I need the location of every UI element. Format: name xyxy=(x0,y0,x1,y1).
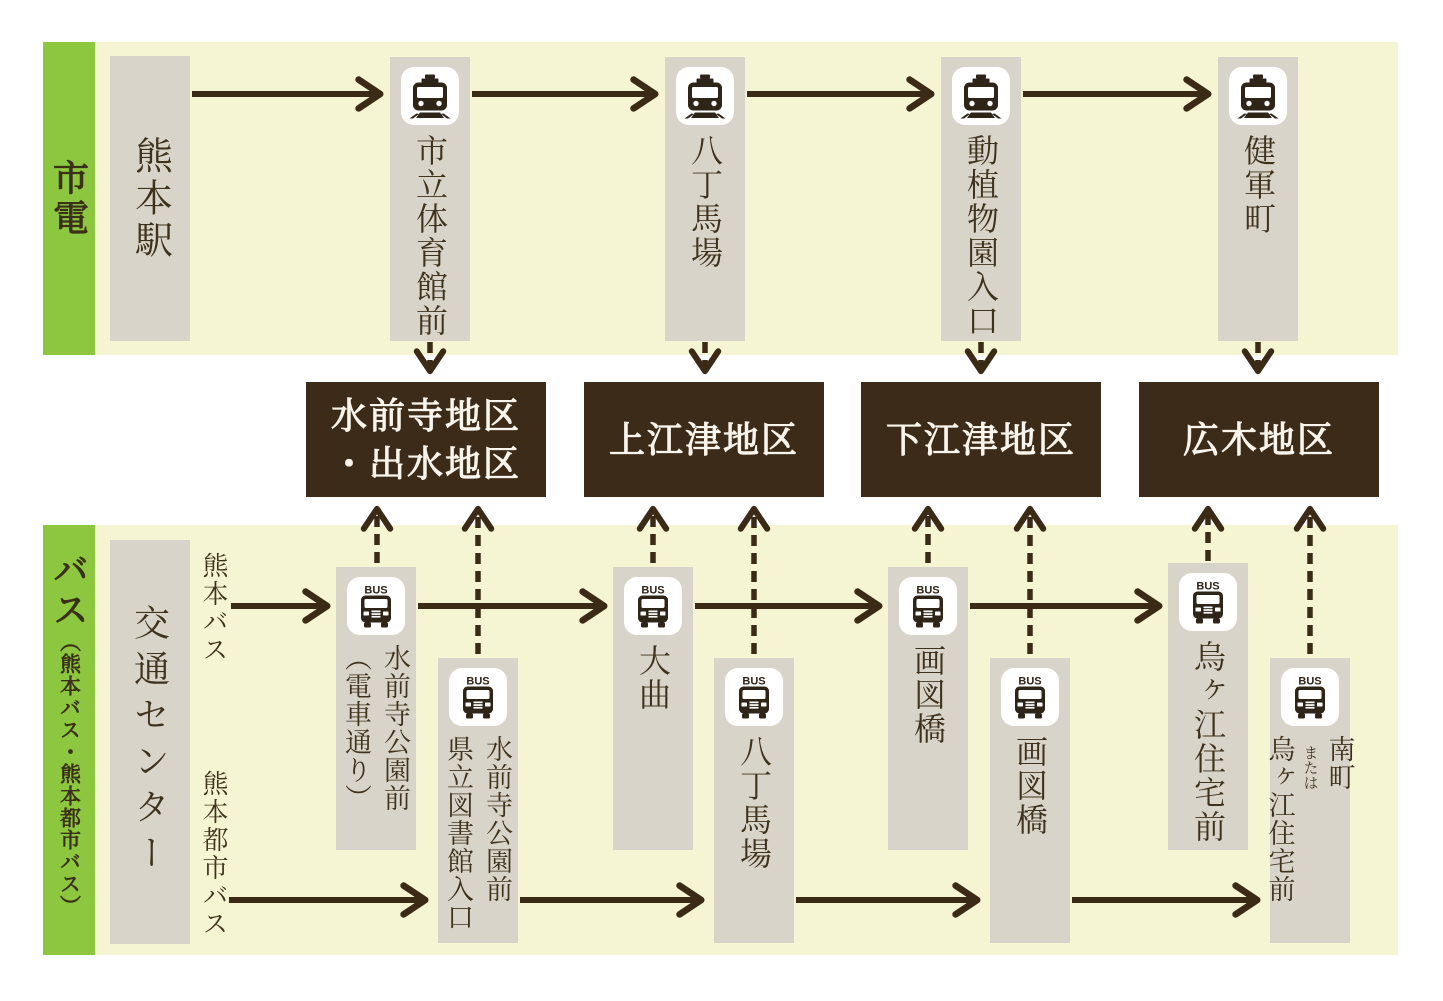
bus-band-label xyxy=(44,551,95,917)
bus-band-label-main: バス xyxy=(48,551,90,631)
bus-operator-label-1: 熊本バス xyxy=(199,552,229,664)
district-name-line: 上江津地区 xyxy=(608,418,799,460)
bus-operator-label-2: 熊本都市バス xyxy=(199,770,229,938)
bus-icon xyxy=(1179,573,1237,631)
tram-stop-name: 八丁馬場 xyxy=(687,134,723,270)
bus-icon xyxy=(725,668,783,726)
bus-icon xyxy=(1001,668,1059,726)
tram-icon xyxy=(401,67,459,125)
tram-origin-station xyxy=(110,56,190,341)
district-box xyxy=(584,382,824,497)
district-name-line: 水前寺地区 xyxy=(330,394,521,436)
bus-stop-name-col: （電車通り） xyxy=(341,644,371,812)
tram-band-sidebar xyxy=(43,42,95,355)
bus-stop-name: 画図橋 xyxy=(1012,735,1048,837)
tram-icon xyxy=(676,67,734,125)
tram-origin-name: 熊本駅 xyxy=(128,135,171,262)
bus-stop xyxy=(990,658,1070,943)
bus-origin-station xyxy=(110,540,190,944)
bus-stop-name-col: 水前寺公園前 xyxy=(482,735,512,903)
bus-stop xyxy=(888,567,968,850)
district-name-line: ・出水地区 xyxy=(330,442,521,484)
bus-stop-name: 烏ヶ江住宅前 xyxy=(1190,640,1226,844)
tram-band-label: 市電 xyxy=(48,158,90,239)
bus-icon xyxy=(449,668,507,726)
bus-origin-name: 交通センター xyxy=(129,604,171,880)
bus-stop-name-note: または xyxy=(1301,745,1319,790)
district-name-line: 広木地区 xyxy=(1182,418,1335,460)
district-box xyxy=(861,382,1101,497)
bus-icon xyxy=(899,577,957,635)
bus-stop-name-col: 県立図書館入口 xyxy=(443,735,473,931)
bus-stop-name: 大曲 xyxy=(635,644,671,712)
tram-icon xyxy=(1229,67,1287,125)
tram-stop xyxy=(665,57,745,341)
bus-stop xyxy=(613,567,693,850)
bus-icon xyxy=(347,577,405,635)
bus-stop-name xyxy=(1261,735,1360,903)
bus-icon xyxy=(624,577,682,635)
bus-stop xyxy=(336,567,416,850)
bus-stop-name-col: 烏ヶ江住宅前 xyxy=(1264,735,1295,903)
bus-stop xyxy=(1168,563,1248,850)
bus-stop-name-col: 水前寺公園前 xyxy=(380,644,410,812)
tram-stop xyxy=(941,57,1021,341)
district-box xyxy=(306,382,546,497)
tram-icon xyxy=(952,67,1010,125)
bus-stop-name-col: 南町 xyxy=(1324,735,1355,791)
tram-stop-name: 健軍町 xyxy=(1240,134,1276,236)
bus-stop xyxy=(438,658,518,943)
bus-stop-name xyxy=(337,644,415,812)
bus-stop xyxy=(1264,658,1355,943)
tram-stop-name: 動植物園入口 xyxy=(963,134,999,338)
district-name-line: 下江津地区 xyxy=(885,418,1076,460)
bus-icon xyxy=(1281,668,1339,726)
bus-stop-name xyxy=(439,735,517,931)
bus-band-label-note: （熊本バス・熊本都市バス） xyxy=(57,631,81,917)
tram-stop xyxy=(1218,57,1298,341)
bus-stop-name: 八丁馬場 xyxy=(736,735,772,871)
tram-stop xyxy=(390,57,470,341)
bus-stop xyxy=(714,658,794,943)
bus-stop-name: 画図橋 xyxy=(910,644,946,746)
tram-stop-name: 市立体育館前 xyxy=(412,134,448,338)
bus-band-sidebar xyxy=(43,525,95,955)
district-box xyxy=(1139,382,1379,497)
